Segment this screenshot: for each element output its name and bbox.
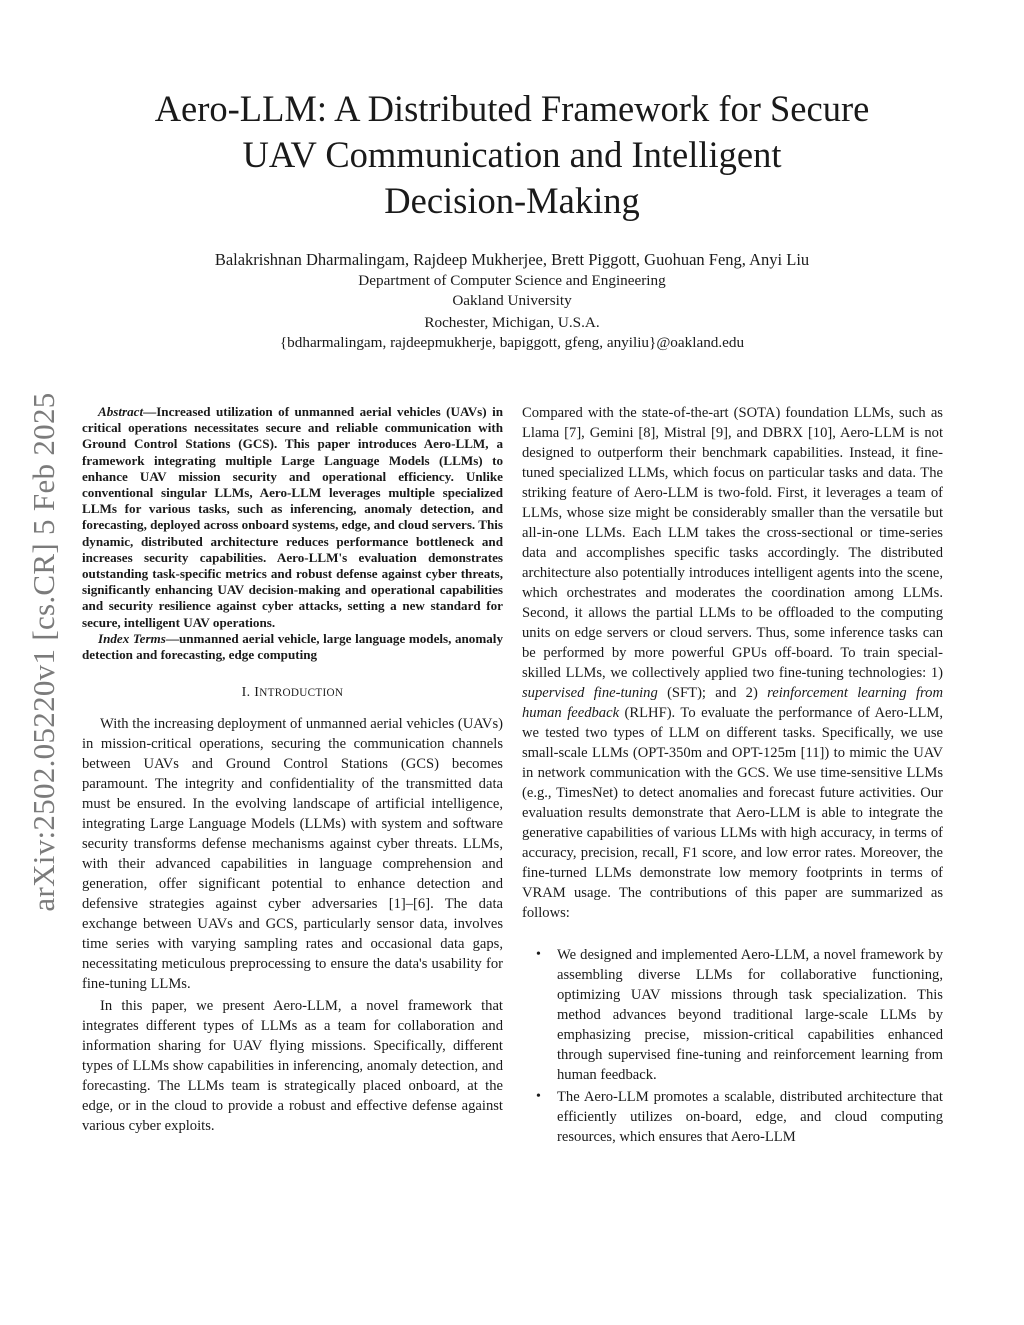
rlhf-term: reinforcement learning from human feedback xyxy=(522,685,943,721)
sft-term: supervised fine-tuning xyxy=(522,685,658,701)
index-terms-text: —unmanned aerial vehicle, large language models, anomaly detection and forecasting, edge computing xyxy=(82,630,503,663)
index-terms-label: Index Terms xyxy=(98,630,166,646)
intro-paragraph: In this paper, we present Aero-LLM, a novel framework that integrates different types of LLMs as a team for collaboration and information sharing for UAV flying missions. Specifically, different types of LLMs show capabilities in inferencing, anomaly detection, and forecasting. The LLMs team is strategically placed onboard, at the edge, or in the cloud to provide a robust and effective defense against various cyber exploits. xyxy=(82,998,503,1135)
title-line: Decision-Making xyxy=(384,180,640,221)
section-title-rest: NTRODUCTION xyxy=(259,687,344,700)
paragraph-text: (RLHF). To evaluate the performance of Aero-LLM, we tested two types of LLM on different tasks. Specifically, we use small-scale LLMs (OPT-350m and OPT-125m [11]) to mimic the UAV in network communication with the GCS. We use time-sensitive LLMs (e.g., TimesNet) to detect anomalies and forecast future activities. Our evaluation results demonstrate that Aero-LLM is able to integrate the generative capabilities of various LLMs with high accuracy, in terms of accuracy, precision, recall, F1 score, and low error rates. Moreover, the fine-turned LLMs demonstrate low memory footprints in terms of VRAM usage. The contributions of this paper are summarized as follows: xyxy=(522,705,943,921)
affiliation-location: Rochester, Michigan, U.S.A. xyxy=(424,314,600,331)
list-item xyxy=(522,1087,943,1147)
affiliation-department: Department of Computer Science and Engineering xyxy=(358,272,666,289)
right-column xyxy=(522,403,943,1149)
abstract-label: Abstract xyxy=(98,404,144,419)
page-title xyxy=(60,86,964,224)
index-terms xyxy=(82,631,503,663)
abstract-text: —Increased utilization of unmanned aerial vehicles (UAVs) in critical operations necessitates secure and reliable communication with Ground Control Stations (GCS). This paper introduces Aero-LLM, a framework integrating multiple Large Language Models (LLMs) to enhance UAV mission security and operational efficiency. Unlike conventional singular LLMs, Aero-LLM leverages multiple specialized LLMs for various tasks, such as inferencing, anomaly detection, and forecasting, deployed across onboard systems, edge, and cloud servers. This dynamic, distributed architecture reduces performance bottleneck and increases security capabilities. Aero-LLM's evaluation demonstrates outstanding task-specific metrics and robust defense against cyber threats, significantly enhancing UAV decision-making and operational capabilities and security resilience against cyber attacks, setting a new standard for secure, intelligent UAV operations. xyxy=(82,404,503,630)
list-item xyxy=(522,945,943,1085)
contributions-list xyxy=(522,945,943,1147)
title-line: UAV Communication and Intelligent xyxy=(242,134,782,175)
bullet-icon: • xyxy=(536,1089,541,1104)
affiliation-emails: {bdharmalingam, rajdeepmukherje, bapiggott, gfeng, anyiliu}@oakland.edu xyxy=(279,334,745,351)
bullet-icon: • xyxy=(536,947,541,962)
intro-paragraph: With the increasing deployment of unmanned aerial vehicles (UAVs) in mission-critical operations, securing the communication channels between UAVs and Ground Control Stations (GCS) becomes paramount. The integrity and confidentiality of the transmitted data must be ensured. In the evolving landscape of artificial intelligence, integrating Large Language Models (LLMs) with system and software security transforms defense mechanisms against cyber threats. LLMs, with their advanced capabilities in language comprehension and generation, offer significant potential to enhance detection and defensive strategies against cyber adversaries [1]–[6]. The data exchange between UAVs and GCS, particularly sensor data, involves time series with varying sampling rates and occasional data gaps, necessitating meticulous preprocessing to ensure the data's usability for fine-tuning LLMs. xyxy=(82,716,503,993)
intro-paragraph-continued xyxy=(522,403,943,923)
abstract xyxy=(82,404,503,631)
list-item-text: We designed and implemented Aero-LLM, a novel framework by assembling diverse LLMs for collaborative functioning, optimizing UAV missions through task specialization. This method advances beyond traditional large-scale LLMs by emphasizing precise, mission-critical capabilities enhanced through supervised fine-tuning and reinforcement learning from human feedback. xyxy=(557,947,943,1083)
title-line: Aero-LLM: A Distributed Framework for Secure xyxy=(154,88,870,129)
affiliation-university: Oakland University xyxy=(452,292,572,309)
list-item-text: The Aero-LLM promotes a scalable, distributed architecture that efficiently utilizes on-board, edge, and cloud computing resources, which ensures that Aero-LLM xyxy=(557,1089,943,1145)
section-heading xyxy=(82,685,503,701)
left-column xyxy=(82,404,503,1136)
paragraph-text: (SFT); and 2) xyxy=(657,685,768,701)
author-list: Balakrishnan Dharmalingam, Rajdeep Mukherjee, Brett Piggott, Guohuan Feng, Anyi Liu xyxy=(214,250,810,269)
paragraph-text: Compared with the state-of-the-art (SOTA) foundation LLMs, such as Llama [7], Gemini [8], Mistral [9], and DBRX [10], Aero-LLM is not designed to outperform their benchmark capabilities. Instead, it fine-tuned specialized LLMs, which focus on particular tasks and data. The striking feature of Aero-LLM is two-fold. First, it leverages a team of LLMs, whose size might be considerably smaller than the versatile but all-in-one LLMs. Each LLM takes the cross-sectional or time-series data and accomplishes specific tasks accordingly. The distributed architecture also potentially introduces intelligent agents into the scene, which orchestrates and moderates the coordination among LLMs. Second, it allows the partial LLMs to be offloaded to the computing units on edge servers or cloud servers. Thus, some inference tasks can be performed by more powerful GPUs off-board. To train special-skilled LLMs, we collectively applied two fine-tuning technologies: 1) xyxy=(522,405,943,681)
section-number: I. xyxy=(241,685,251,701)
section-initial: I xyxy=(254,685,260,701)
arxiv-identifier: arXiv:2502.05220v1 [cs.CR] 5 Feb 2025 xyxy=(26,392,61,912)
